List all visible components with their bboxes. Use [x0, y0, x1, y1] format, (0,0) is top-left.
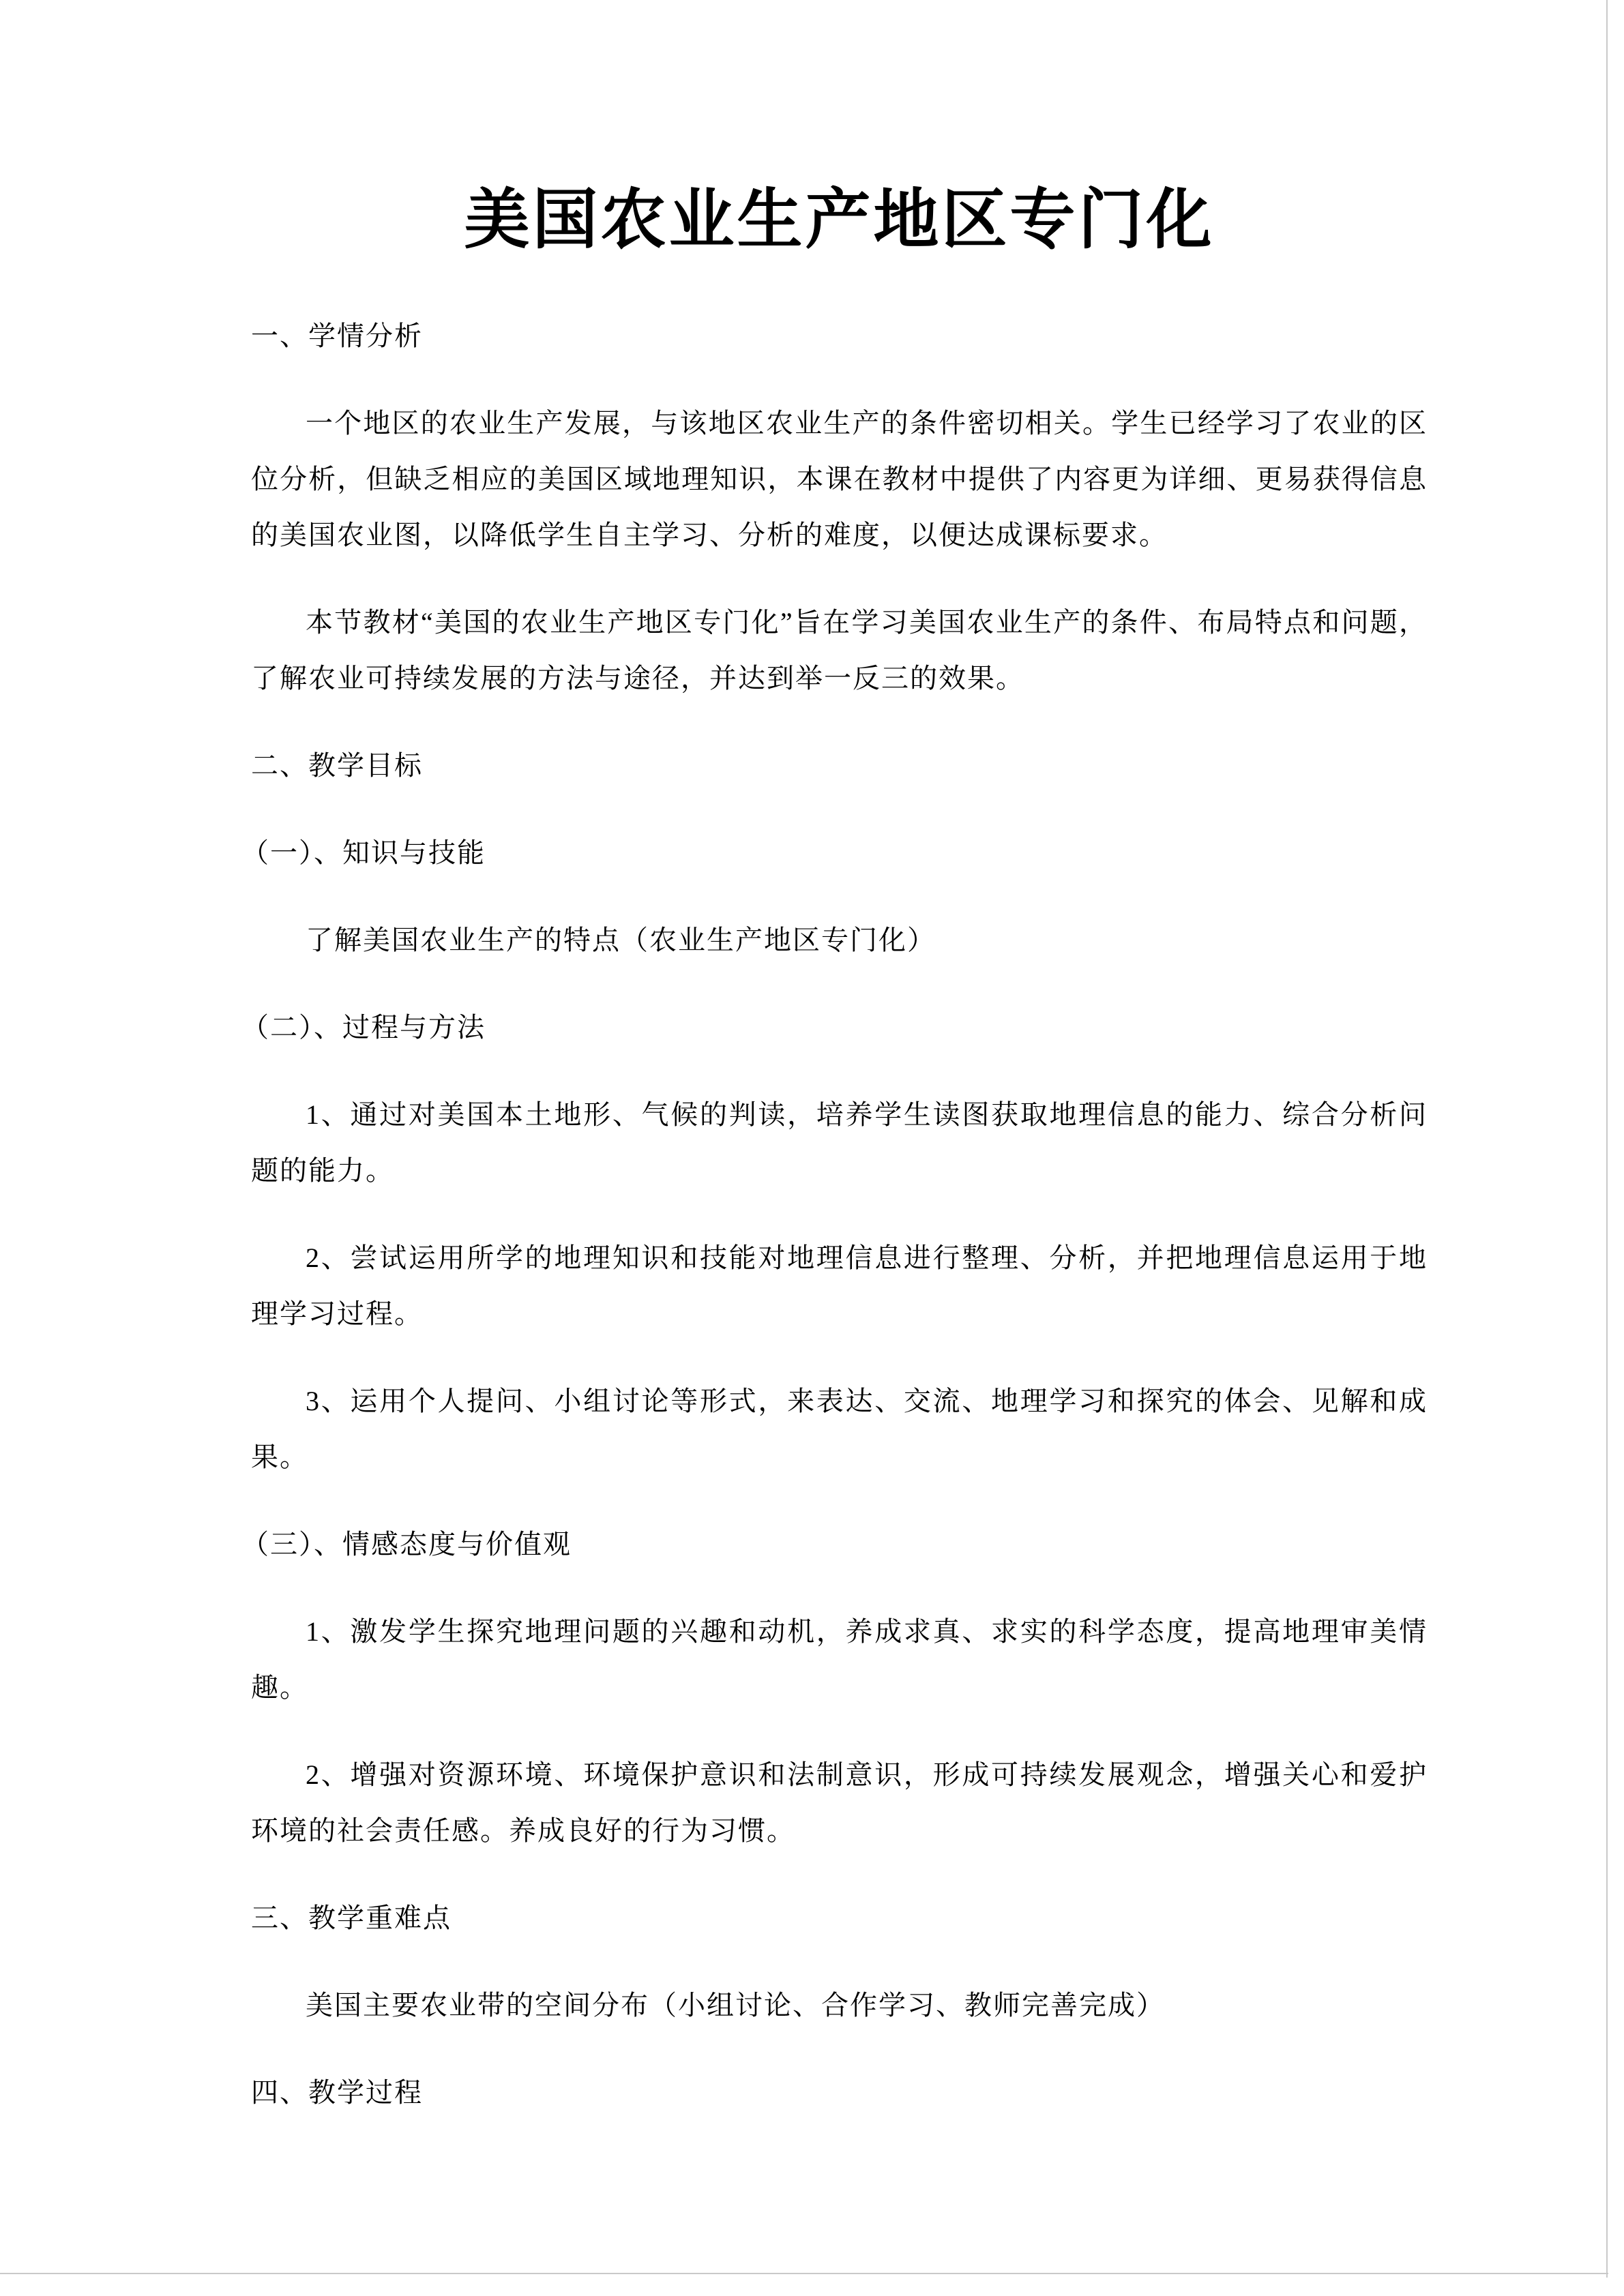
section-heading-1: 一、学情分析	[251, 320, 423, 351]
paragraph: 2、增强对资源环境、环境保护意识和法制意识，形成可持续发展观念，增强关心和爱护环境的社会责任感。养成良好的行为习惯。	[251, 1759, 1428, 1846]
paragraph: 本节教材“美国的农业生产地区专门化”旨在学习美国农业生产的条件、布局特点和问题，了解农业可持续发展的方法与途径，并达到举一反三的效果。	[251, 607, 1428, 694]
page-edge-bottom	[0, 2273, 1608, 2274]
doc-title: 美国农业生产地区专门化	[464, 183, 1215, 256]
subsection-heading: （二）、过程与方法	[241, 1012, 486, 1043]
subsection-heading: （三）、情感态度与价值观	[241, 1529, 572, 1560]
paragraph: 了解美国农业生产的特点（农业生产地区专门化）	[306, 925, 936, 955]
paragraph: 一个地区的农业生产发展，与该地区农业生产的条件密切相关。学生已经学习了农业的区位分析，但缺乏相应的美国区域地理知识，本课在教材中提供了内容更为详细、更易获得信息的美国农业图，以降低学生自主学习、分析的难度，以便达成课标要求。	[251, 408, 1428, 550]
paragraph: 1、通过对美国本土地形、气候的判读，培养学生读图获取地理信息的能力、综合分析问题的能力。	[251, 1099, 1428, 1186]
paragraph: 2、尝试运用所学的地理知识和技能对地理信息进行整理、分析，并把地理信息运用于地理学习过程。	[251, 1242, 1428, 1329]
page-edge-right	[1606, 0, 1608, 2278]
paragraph: 3、运用个人提问、小组讨论等形式，来表达、交流、地理学习和探究的体会、见解和成果。	[251, 1386, 1428, 1472]
section-heading-4: 四、教学过程	[251, 2077, 423, 2108]
subsection-heading: （一）、知识与技能	[241, 837, 486, 868]
paragraph: 1、激发学生探究地理问题的兴趣和动机，养成求真、求实的科学态度，提高地理审美情趣。	[251, 1616, 1428, 1703]
paragraph: 美国主要农业带的空间分布（小组讨论、合作学习、教师完善完成）	[306, 1990, 1165, 2021]
section-heading-3: 三、教学重难点	[251, 1903, 452, 1933]
section-heading-2: 二、教学目标	[251, 750, 423, 781]
